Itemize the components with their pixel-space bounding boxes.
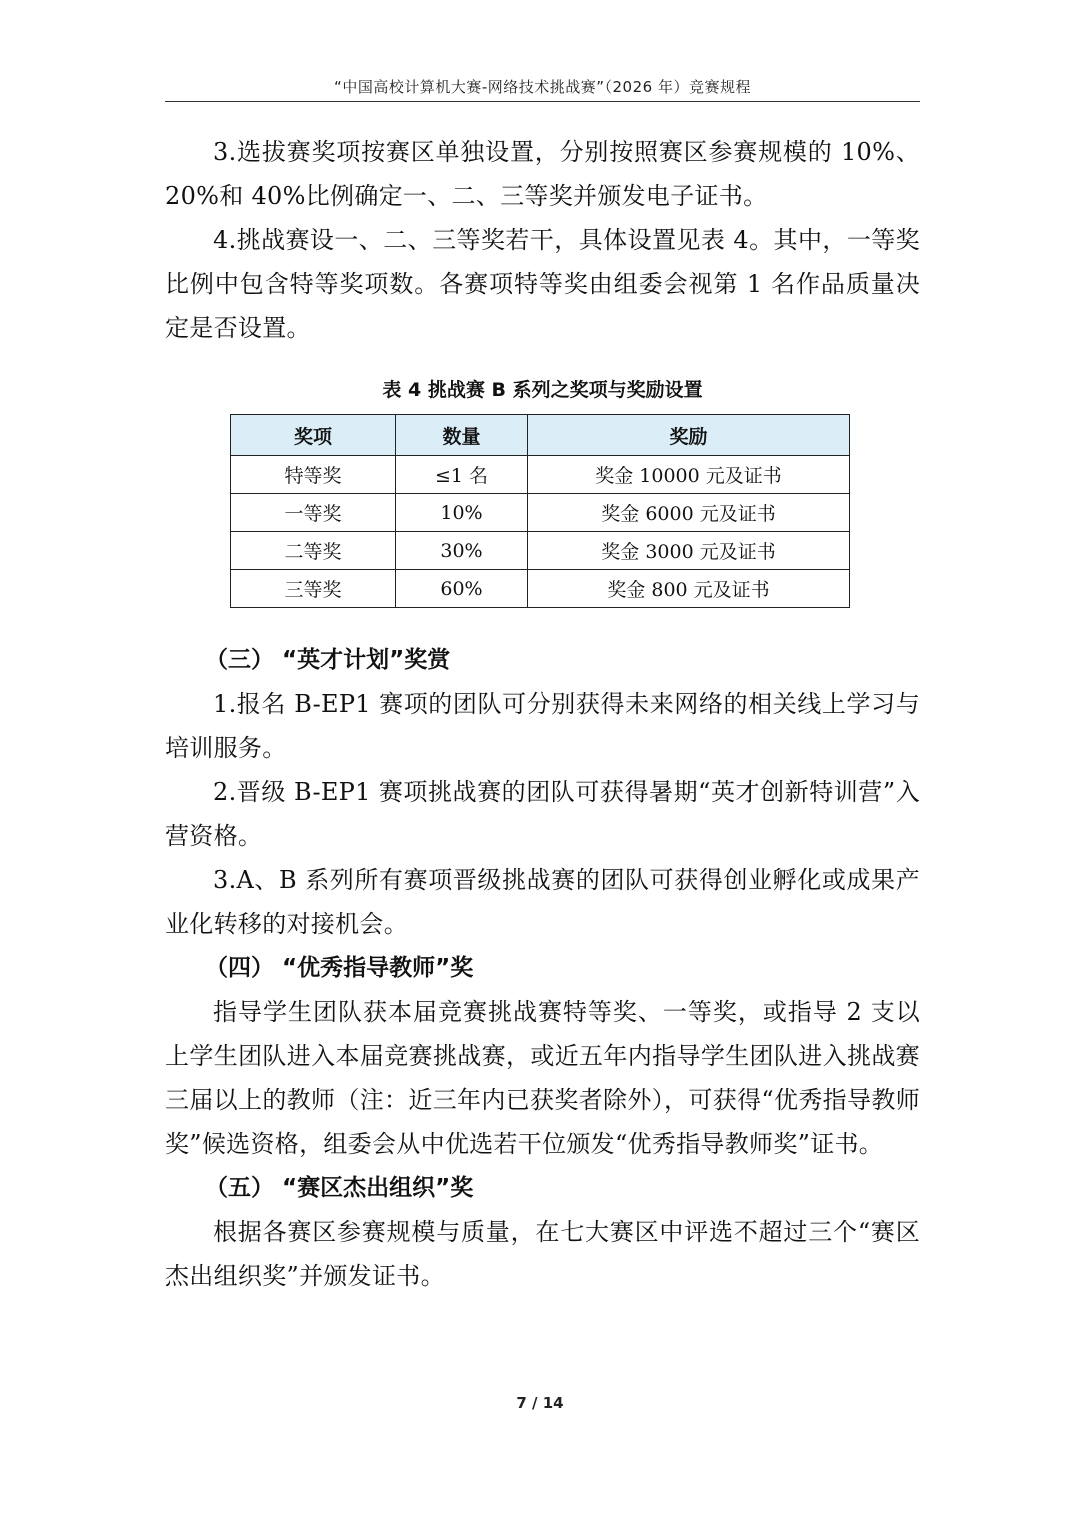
table-caption: 表 4 挑战赛 B 系列之奖项与奖励设置 xyxy=(382,379,703,401)
table-row xyxy=(231,570,850,608)
table-header-cell: 奖项 xyxy=(231,415,396,456)
header-divider xyxy=(165,101,920,102)
table-row xyxy=(231,532,850,570)
page-number: 7 / 14 xyxy=(516,1394,564,1412)
table-header-cell: 奖励 xyxy=(528,415,850,456)
table-cell: 10% xyxy=(396,494,528,532)
table-cell: 奖金 6000 元及证书 xyxy=(528,494,850,532)
paragraph-talent-3: 3.A、B 系列所有赛项晋级挑战赛的团队可获得创业孵化或成果产业化转移的对接机会。 xyxy=(165,866,920,938)
table-cell: 30% xyxy=(396,532,528,570)
section-heading-outstanding-organization: （五） “赛区杰出组织”奖 xyxy=(205,1175,474,1201)
table-header-row xyxy=(231,415,850,456)
paragraph-challenge-awards: 4.挑战赛设一、二、三等奖若干，具体设置见表 4。其中，一等奖比例中包含特等奖项数。各赛项特等奖由组委会视第 1 名作品质量决定是否设置。 xyxy=(165,226,920,342)
paragraph-outstanding-organization: 根据各赛区参赛规模与质量，在七大赛区中评选不超过三个“赛区杰出组织奖”并颁发证书。 xyxy=(165,1218,920,1290)
table-cell: 奖金 10000 元及证书 xyxy=(528,456,850,494)
awards-table xyxy=(230,414,850,608)
paragraph-talent-2: 2.晋级 B-EP1 赛项挑战赛的团队可获得暑期“英才创新特训营”入营资格。 xyxy=(165,778,920,850)
table-header-cell: 数量 xyxy=(396,415,528,456)
table-cell: 奖金 3000 元及证书 xyxy=(528,532,850,570)
table-cell: 奖金 800 元及证书 xyxy=(528,570,850,608)
table-cell: 二等奖 xyxy=(231,532,396,570)
page-content xyxy=(165,130,920,1298)
document-header: “中国高校计算机大赛-网络技术挑战赛”（2026 年）竞赛规程 xyxy=(334,78,751,96)
table-row xyxy=(231,456,850,494)
table-cell: 60% xyxy=(396,570,528,608)
paragraph-excellent-teacher: 指导学生团队获本届竞赛挑战赛特等奖、一等奖，或指导 2 支以上学生团队进入本届竞赛挑战赛，或近五年内指导学生团队进入挑战赛三届以上的教师（注：近三年内已获奖者除外），可获得“优秀指导教师奖”候选资格，组委会从中优选若干位颁发“优秀指导教师奖”证书。 xyxy=(165,998,920,1158)
table-cell: 三等奖 xyxy=(231,570,396,608)
table-cell: ≤1 名 xyxy=(396,456,528,494)
section-heading-talent-plan: （三） “英才计划”奖赏 xyxy=(205,647,451,673)
paragraph-talent-1: 1.报名 B-EP1 赛项的团队可分别获得未来网络的相关线上学习与培训服务。 xyxy=(165,690,920,762)
paragraph-selection-awards: 3.选拔赛奖项按赛区单独设置，分别按照赛区参赛规模的 10%、20%和 40%比例确定一、二、三等奖并颁发电子证书。 xyxy=(165,138,920,210)
table-row xyxy=(231,494,850,532)
table-cell: 一等奖 xyxy=(231,494,396,532)
section-heading-excellent-teacher: （四） “优秀指导教师”奖 xyxy=(205,955,474,981)
table-cell: 特等奖 xyxy=(231,456,396,494)
